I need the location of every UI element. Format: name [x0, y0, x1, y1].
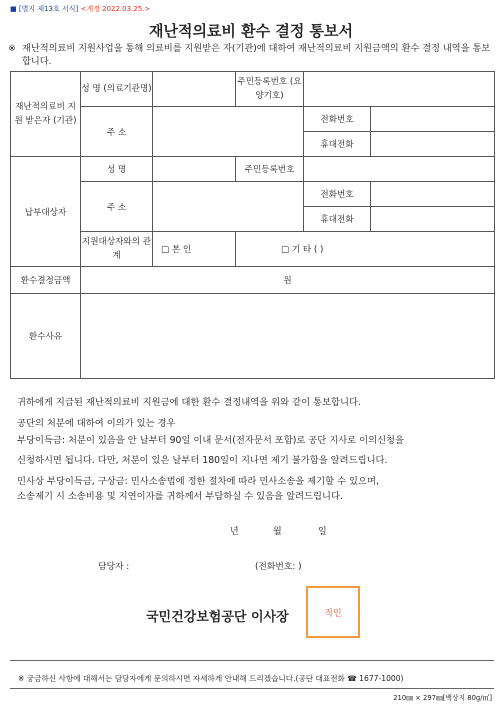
payer-id-label: 주민등록번호 [236, 157, 304, 182]
official-seal: 직인 [306, 586, 360, 638]
mobile-value[interactable] [371, 132, 495, 157]
body-line-6: 소송제기 시 소송비용 및 지연이자를 귀하께서 부담하실 수 있음을 알려드립니다. [17, 491, 343, 502]
paper-spec: 210㎜ × 297㎜[백상지 80g/㎡] [393, 694, 492, 702]
id-label: 주민등록번호 (요양기호) [236, 72, 304, 107]
body-line-4: 신청하시면 됩니다. 다만, 처분이 있은 날부터 180일이 지나면 제기 불가함을 알려드립니다. [17, 455, 388, 466]
date-year: 년 [230, 527, 239, 537]
footer-note: ※ 궁금하신 사항에 대해서는 담당자에게 문의하시면 자세하게 안내해 드리겠습니다.(공단 대표전화 ☎ 1677-1000) [18, 674, 404, 683]
issuer-name: 국민건강보험공단 이사장 [146, 610, 289, 625]
body-line-5: 민사상 부당이득금, 구상금: 민사소송법에 정한 절차에 따라 민사소송을 제기할 수 있으며, [17, 476, 379, 487]
revision-date: <개정 2022.03.25.> [80, 5, 151, 13]
relation-label: 지원대상자와의 관계 [81, 232, 153, 267]
payer-mobile-label: 휴대전화 [304, 207, 371, 232]
relation-self-checkbox[interactable]: □ 본 인 [153, 232, 236, 267]
payer-id-value[interactable] [304, 157, 495, 182]
payer-name-label: 성 명 [81, 157, 153, 182]
divider [10, 660, 494, 661]
reason-value[interactable] [81, 294, 495, 379]
phone-value[interactable] [371, 107, 495, 132]
notice-form-table [10, 71, 495, 379]
payer-address-value[interactable] [153, 182, 304, 232]
payer-mobile-value[interactable] [371, 207, 495, 232]
recipient-section-label: 재난적의료비 지원 받은자 (기관) [11, 72, 81, 157]
body-line-3: 부당이득금: 처분이 있음을 안 날부터 90일 이내 문서(전자문서 포함)로 공단 지사로 이의신청을 [17, 435, 405, 446]
payer-phone-value[interactable] [371, 182, 495, 207]
payer-address-label: 주 소 [81, 182, 153, 232]
date-month: 월 [273, 527, 282, 537]
id-value[interactable] [304, 72, 495, 107]
document-title: 재난적의료비 환수 결정 통보서 [148, 22, 354, 40]
notice [8, 42, 492, 68]
name-label: 성 명 (의료기관명) [81, 72, 153, 107]
mobile-label: 휴대전화 [304, 132, 371, 157]
form-header [10, 4, 150, 14]
payer-section-label: 납부대상자 [11, 157, 81, 267]
amount-unit[interactable]: 원 [81, 267, 495, 294]
notice-mark: ※ [8, 43, 16, 54]
date-day: 일 [318, 527, 327, 537]
divider [10, 688, 494, 689]
payer-phone-label: 전화번호 [304, 182, 371, 207]
phone-label: 전화번호 [304, 107, 371, 132]
body-line-1: 귀하에게 지급된 재난적의료비 지원금에 대한 환수 결정내역을 위와 같이 통보합니다. [17, 397, 361, 408]
address-label: 주 소 [81, 107, 153, 157]
amount-label: 환수결정금액 [11, 267, 81, 294]
name-value[interactable] [153, 72, 236, 107]
address-value[interactable] [153, 107, 304, 157]
body-line-2: 공단의 처분에 대하여 이의가 있는 경우 [17, 418, 176, 429]
reason-label: 환수사유 [11, 294, 81, 379]
payer-name-value[interactable] [153, 157, 236, 182]
manager-phone: (전화번호: ) [255, 562, 302, 572]
relation-other-checkbox[interactable]: □ 기 타 ( ) [236, 232, 495, 267]
manager-label: 담당자 : [98, 562, 130, 572]
form-number: ■ [별지 제13호 서식] [10, 5, 79, 13]
notice-text: 재난적의료비 지원사업을 통해 의료비를 지원받은 자(기관)에 대하여 재난적의료비 지원금액의 환수 결정 내역을 통보합니다. [22, 43, 491, 67]
